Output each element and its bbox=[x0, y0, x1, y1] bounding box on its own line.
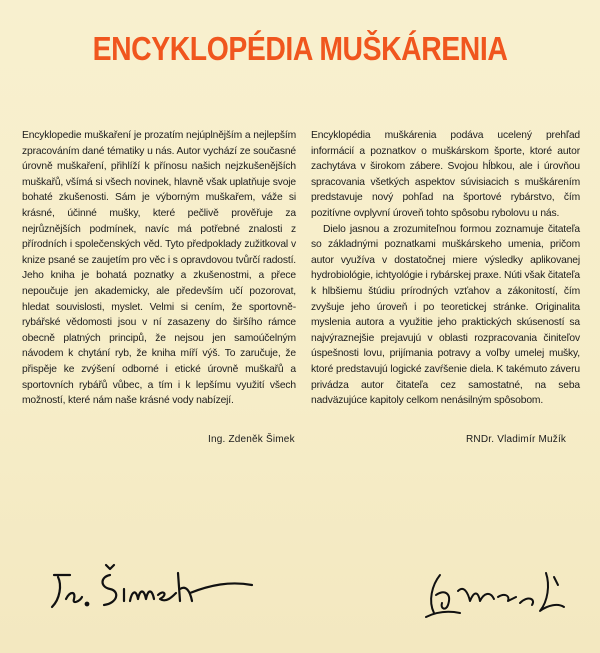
right-column bbox=[311, 128, 580, 409]
page-title: ENCYKLOPÉDIA MUŠKÁRENIA bbox=[92, 30, 508, 67]
signature-right bbox=[418, 555, 578, 635]
right-paragraph-1: Encyklopédia muškárenia podáva ucelený prehľad informácií a poznatkov o muškárskom športe, ktoré autor zachytáva v širokom zábere. Svojou hĺbkou, ale i úrovňou spracovania všetkých aspektov súvisiacich s muškárením predstavuje nový pohľad na športové rybárstvo, čím pozitívne ovplyvní úroveň tohto spôsobu rybolovu u nás. bbox=[311, 130, 580, 219]
left-paragraph-1: Encyklopedie muškaření je prozatím nejúplnějším a nejlepším zpracováním dané tématiky u nás. Autor vychází ze současné úrovně muškaření, přihlíží k přínosu našich nejzkušenějších muškařů, všímá si všech novinek, hlavně však uplatňuje svoje bohaté zkušenosti. Sám je výborným muškařem, váže si krásné, účinné mušky, které pečlivě prověřuje za nejrůznějších podmínek, navíc má potřebné znalosti z přírodních i společenských věd. Tyto předpoklady zužitkoval v knize psané se zaujetím pro věc i s opravdovou tvůrčí radostí. Jeho kniha je bohatá poznatky a zkušenostmi, a přece nepoučuje jen akademicky, ale především učí pozorovat, hledat souvislosti, myslet. Velmi si cením, že sportovně-rybářské vědomosti jsou v ní zasazeny do širšího rámce obecně platných principů, že nejsou jen samoúčelným návodem k chytání ryb, že kniha míří výš. To zaručuje, že přispěje ke zvýšení odborné i etické úrovně muškařů a sportovních rybářů vůbec, a tím i k lepšímu využití všech možností, které nám naše krásné vody nabízejí. bbox=[22, 130, 296, 407]
signature-left bbox=[40, 555, 290, 625]
author-left: Ing. Zdeněk Šimek bbox=[208, 434, 295, 445]
right-paragraph-2: Dielo jasnou a zrozumiteľnou formou zoznamuje čitateľa so základnými poznatkami muškárskeho umenia, pričom autor využíva v dostatočnej miere výsledky aplikovanej hydrobiológie, ichtyológie i rybárskej praxe. Núti však čitateľa k hlbšiemu štúdiu prírodných vzťahov a zákonitostí, čím zvyšuje jeho úroveň i po teoretickej stránke. Originalita myslenia autora a využitie jeho praktických skúseností sa najvýraznejšie prejavujú v oblasti rozpracovania činiteľov úspešnosti lovu, prijímania potravy a voľby umelej mušky, ktoré predstavujú logické zavŕšenie diela. K takémuto záveru privádza autor čitateľa cez samostatné, na seba nadväzujúce kapitoly celkom nenásilným spôsobom. bbox=[311, 223, 580, 407]
left-column bbox=[22, 128, 296, 409]
author-right: RNDr. Vladimír Mužík bbox=[466, 434, 567, 445]
